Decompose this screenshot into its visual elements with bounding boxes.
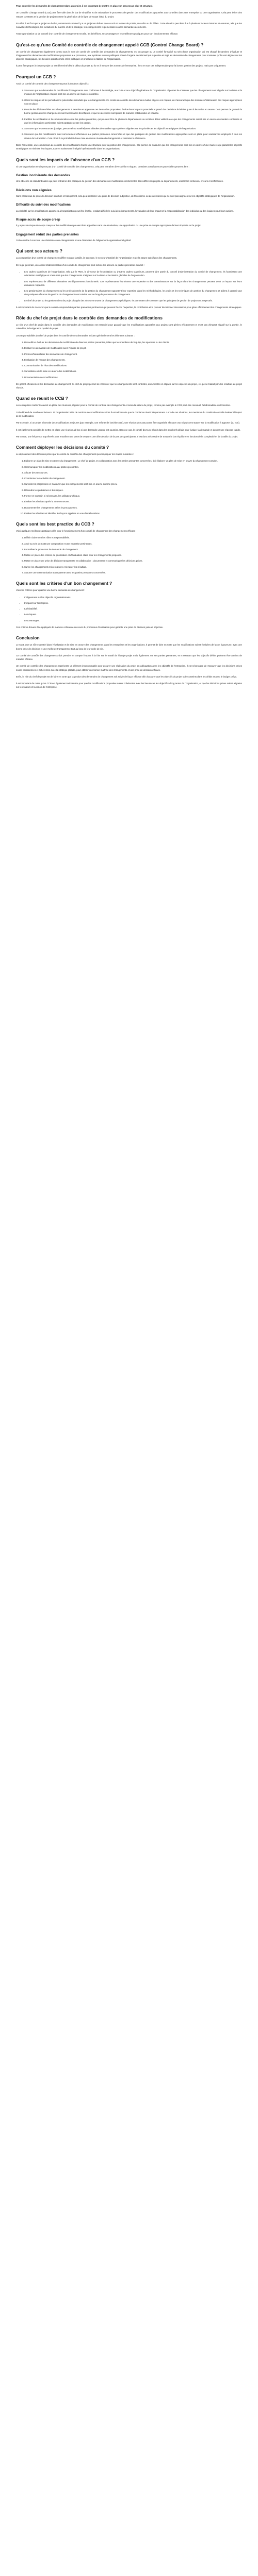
section-paragraph: En règle générale, un conseil d'administration d'un comité de changement peut inclure les acteurs ou parties prenantes suivant : bbox=[16, 263, 144, 266]
list-item: 2. Gérer les risques et les perturbations potentielles introduits par les changements. Ce comité de contrôle des demandes évalue et gère ces risques, en s'assurant que des mesures d'atténuation des risques appropriées sont en place. bbox=[24, 98, 242, 106]
list-item: 4. Évaluation de l'impact des changements. bbox=[24, 358, 242, 362]
section-conclusion bbox=[16, 635, 242, 689]
section-paragraph: Les entreprises mettent souvent en place ces réunions, régulier pour le comité de contrôle des changements et selon la nature du projet, comme par exemple le CCB peut être mensuel, hebdomadaire ou trimestriel. bbox=[16, 404, 231, 407]
list-item: • Les risques. bbox=[24, 613, 242, 616]
list-item: 5. S'assurer que les ressources (budget, personnel ou matériel) sont allouées de manière appropriée et alignées sur les priorités et les objectifs stratégiques de l'organisation. bbox=[24, 127, 242, 130]
section-paragraph: Les responsabilités du chef de projet dans le contrôle de ces demandes incluent généralement les éléments suivants : bbox=[16, 334, 135, 337]
list-item: 6. S'assurer que les modifications sont correctement effectuées aux parties prenantes concernées et que des pratiques de gestion des modifications appropriées sont en place pour soutenir les employés à tous les stades de la transition. Cela réduit à la probabilité d'une mise en œuvre réussie du changement et minimise la résistance. bbox=[24, 132, 242, 140]
subsection-heading: Difficulté du suivi des modifications bbox=[16, 203, 71, 207]
list-item: 4. Faciliter la coordination et la communication entre les parties prenantes, qui peuvent être de plusieurs départements ou sociétés. Elles veillent à ce que les changements soient mis en œuvre de manière cohérente et que les informations pertinentes soient partagées entre les parties. bbox=[24, 117, 242, 125]
list-item: 2. Évaluer les demandes de modification avec l'équipe de projet. bbox=[24, 346, 242, 350]
subsection-paragraph: Cela entraîne à son tour une résistance aux changements et une diminution de l'alignement organisationnel global. bbox=[16, 239, 132, 242]
list-item: 6. Suivre les changements mis en œuvre et évaluer les résultats. bbox=[24, 565, 242, 569]
intro-paragraph: En effet, il est fort que le projet ne évolue, notamment comme il y a un projet en dehors que ce soit en termes de portée, de coûts ou de délais. Cette situation peut être due à plusieurs facteurs internes et externes, tels que les nouvelles technologies, les évolutions du marché et de la stratégie, les changements réglementaires ou les demandes des clients. bbox=[16, 22, 242, 29]
intro-paragraph: Un Contrôle Change Board (CCB) peut être utile dans le but de simplifier et de rationaliser le processus de gestion des modifications apportées aux contrôles dans une entreprise ou une organisation. Cela peut éviter des retours constants et la gestion de projet comme la génération de la ligne de scope initial du projet. bbox=[16, 11, 242, 18]
numbered-list bbox=[16, 341, 242, 379]
subsection-paragraph: Sans processus de prise de décision structuré et transparent, cela peut entraîner une prise de décision subjective, de favoritisme ou des décisions qui ne sont pas alignées sur les objectifs stratégiques de l'organisation. bbox=[16, 195, 235, 198]
section-quels-sont-les-best-practice-du-ccb bbox=[16, 521, 242, 574]
numbered-list bbox=[16, 89, 242, 140]
list-item: 7. Assurer une communication transparente avec les parties prenantes concernées. bbox=[24, 571, 242, 574]
list-item: 5. Mettre en place une prise de décision transparente et collaborative ; documenter et communiquer les décisions prises. bbox=[24, 559, 242, 563]
list-item: 9. Documenter les changements et les leçons apprises. bbox=[24, 506, 242, 510]
list-item: 7. Former et soutenir, si nécessaire, les utilisateurs finaux. bbox=[24, 494, 242, 498]
list-item: 1. Recueillir et évaluer les demandes de modification de diverses parties prenantes, telles que les membres de l'équipe, les sponsors ou les clients. bbox=[24, 341, 242, 344]
list-item: • Les gestionnaires du changement ou les professionnels de la gestion du changement apportent leur expertise dans les méthodologies, les outils et les techniques de gestion du changement et aident à garantir que des pratiques efficaces de gestion du changement sont suivies tout au long du processus de changement. bbox=[24, 289, 242, 297]
section-role-du-chef-de-projet-dans-le-controle- bbox=[16, 315, 242, 389]
section-paragraph: Le CCB joue un rôle essentiel dans l'évaluation et la mise en œuvre des changements dans les entreprises et les organisations. Il permet de faire en sorte que les modifications soient évaluées de façon rigoureuse, avec une bonne prise de décision et une meilleure transparence tout au long de leur cycle de vie. bbox=[16, 643, 242, 650]
list-item: 2. Communiquer les modifications aux parties prenantes. bbox=[24, 465, 242, 469]
section-paragraph: Il est également possible de mettre en place une réunion ad hoc si une demande urgente est soumise. Dans ce cas, le comité devra se réunir dans les plus brefs délais pour évaluer la demande et donner une réponse rapide. bbox=[16, 428, 241, 431]
section-heading: Rôle du chef de projet dans le contrôle des demandes de modifications bbox=[16, 315, 163, 321]
intro-paragraph: Toute approbation ou de conseil d'un contrôle de changement est utile, les bénéfices, ses avantages et les meilleures pratiques pour son fonctionnement efficace. bbox=[16, 32, 179, 36]
list-item: 3. Prendre les décisions liées aux changements. Il examine et approuve ces demandes proposées, évalue leurs impacts potentiels et prend des décisions éclairées quant à leur mise en œuvre. Cela permet de garantir la bonne gestion que les changements sont nécessaires bénéfiques et que les décisions sont prises de manière collaborative et éclairée. bbox=[24, 108, 242, 115]
section-paragraph: En gérant efficacement les demandes de changement, le chef de projet permet de s'assurer que les changements sont contrôlés, documentés et alignés sur les objectifs du projet, ce qui se traduit par des résultats de projet réussis. bbox=[16, 382, 242, 389]
section-paragraph: Un comité de changement également connu sous le nom de comité de contrôle des demandes de changements, est un groupe ou un comité formalisé au sein d'une organisation qui est chargé d'examiner, d'évaluer et d'approuver les demandes de modifications proposées aux processus, aux systèmes ou aux politiques. Il sert d'organe décisionnel qui supervise et régit les demandes de changements pour s'assurer qu'ils sont alignés sur les objectifs stratégiques, les besoins opérationnels et les politiques et procédures établies de l'organisation. bbox=[16, 50, 242, 61]
bullet-list bbox=[16, 270, 242, 302]
list-item: • Les représentants de différents domaines ou départements fonctionnels. Ces représentants fournissent une expertise et des connaissances sur la façon dont les changements peuvent avoir un impact sur leurs domaines respectifs. bbox=[24, 280, 242, 287]
list-item: 10. Évaluer les résultats et identifier les leçons apprises en vue d'améliorations. bbox=[24, 512, 242, 515]
list-item: 5. Communication de l'état des modifications. bbox=[24, 364, 242, 367]
subsection-paragraph: La visibilité sur les modifications apportées à l'organisation peut être limitée, rendant difficile le suivi des changements, l'évaluation de leur impact et la responsabilisation des individus ou des équipes pour leurs actions. bbox=[16, 209, 234, 212]
section-paragraph: La composition d'un comité de changement diffère suivant la taille, la structure, le secteur d'activité de l'organisation et de la nature spécifique des changements. bbox=[16, 257, 178, 260]
section-quels-sont-les-criteres-d-un-bon-changem bbox=[16, 581, 242, 629]
list-item: 2. Avoir au sein du CCB une composition et une expertise pertinentes. bbox=[24, 542, 242, 546]
section-paragraph: Dans l'ensemble, une commission de contrôle des modifications fournit une structure pour la gestion des changements. Elle permet de s'assurer que les changements sont mis en œuvre d'une manière qui garantit les objectifs stratégiques et minimise les risques, tout en maintenant l'intégrité opérationnelle dans les organisations. bbox=[16, 144, 242, 150]
section-heading: Pourquoi un CCB ? bbox=[16, 74, 56, 79]
section-paragraph: Il est important de noter qu'un CCB est également nécessaire pour que les modifications proposées soient cohérentes avec les besoins et les objectifs à long terme de l'organisation, et que les décisions prises soient alignées sur les valeurs et la vision de l'entreprise. bbox=[16, 682, 242, 689]
section-paragraph: Voici quelques meilleures pratiques clés pour le fonctionnement d'un comité de changement des changements efficace : bbox=[16, 530, 137, 533]
section-paragraph: Le rôle d'un chef de projet dans le contrôle des demandes de modification est essentiel pour garantir que les modifications apportées aux projets sont gérées efficacement et n'ont pas d'impact négatif sur la portée, le calendrier, le budget et la qualité du projet. bbox=[16, 324, 242, 330]
subsection-heading: Engagement réduit des parties prenantes bbox=[16, 232, 79, 236]
list-item: • L'impact sur l'entreprise. bbox=[24, 601, 242, 605]
intro-paragraph: Pour contrôler les demandes de changement dans un projet, il est important de mettre en place un processus clair et structuré. bbox=[16, 5, 153, 7]
section-quand-se-reunit-le-ccb bbox=[16, 396, 242, 438]
section-pourquoi-un-ccb bbox=[16, 74, 242, 151]
list-item: 4. Mettre en place des critères de priorisation et d'évaluation clairs pour les changements proposés. bbox=[24, 553, 242, 557]
subsection-paragraph: Une absence de standardisation qui peut entraîner des pratiques de gestion des demandes de modification incohérentes dans différents projets ou départements, entraînant confusion, erreurs et inefficacités. bbox=[16, 180, 224, 183]
section-paragraph: Avoir un comité de contrôle des changements peut à plusieurs objectifs : bbox=[16, 82, 89, 85]
section-paragraph: Cela dépend de nombreux facteurs. Si l'organisation initie de nombreuses modifications alors il est nécessaire que le comité se réunit fréquemment. Lors de ces réunions, les membres du comité de contrôle évaluent l'impact de la modification. bbox=[16, 411, 242, 417]
list-item: • L'alignement sur les objectifs organisationnels. bbox=[24, 596, 242, 599]
section-paragraph: Par contre, une fréquence trop élevée peut entraîner une perte de temps et une démotivation de la part des participants. Il est donc nécessaire de trouver le bon équilibre en fonction de la complexité et de la taille du projet. bbox=[16, 435, 238, 438]
section-heading: Qui sont ses acteurs ? bbox=[16, 248, 62, 254]
section-heading: Quels sont les critères d'un bon changement ? bbox=[16, 581, 112, 586]
section-paragraph: Il est important de s'assurer que le comité comprend des parties prenantes pertinentes qui peuvent fournir l'expertise, la contribution et le pouvoir décisionnel nécessaires pour gérer efficacement les changements stratégiques. bbox=[16, 306, 242, 309]
section-heading: Quels sont les impacts de l'absence d'un CCB ? bbox=[16, 157, 115, 162]
numbered-list bbox=[16, 536, 242, 574]
list-item: • Les avantages. bbox=[24, 619, 242, 622]
numbered-list bbox=[16, 459, 242, 515]
list-item: 1. Définir clairement les rôles et responsabilités. bbox=[24, 536, 242, 539]
list-item: 3. Prioriser/hiérarchiser des demandes de changement. bbox=[24, 352, 242, 356]
section-paragraph: Un comité de contrôle des changements représente un élément incontournable pour assurer une réalisation du projet en adéquation avec les objectifs de l'entreprise. Il est nécessaire de s'assurer que les décisions prises soient coordonnées et cohérentes avec la stratégie globale, pour obtenir une bonne maîtrise des changements et une prise de décision efficace. bbox=[16, 665, 242, 671]
section-heading: Conclusion bbox=[16, 635, 40, 641]
list-item: 6. Surveillance de la mise en œuvre des modifications. bbox=[24, 369, 242, 373]
list-item: • Les cadres supérieurs de l'organisation, tels que le PDG, le directeur de l'exploitation ou d'autres cadres supérieurs, peuvent faire partie du conseil d'administration du comité de changement. Ils fournissent une orientation stratégique et s'assurent que les changements s'alignent sur la vision et la mission globales de l'organisation. bbox=[24, 270, 242, 278]
section-heading: Comment déployer les décisions du comité ? bbox=[16, 445, 109, 450]
subsection-heading: Décisions non alignées bbox=[16, 188, 52, 192]
list-item: 7. Documentation des modifications. bbox=[24, 376, 242, 379]
section-paragraph: Ce comité de contrôle des changements doit prendre en compte l'impact à la fois sur le travail de l'équipe projet mais également sur ses parties prenantes, en s'assurant que les objectifs définis puissent être atteints de manière efficace. bbox=[16, 654, 242, 661]
section-paragraph: Par exemple, si un projet nécessite des modifications majeures (par exemple, une refonte de l'architecture), une réunion du CCB pourra être organisée afin que ceux-ci puissent statuer sur la modification à apporter (ou non). bbox=[16, 421, 240, 425]
section-paragraph: Enfin, le rôle du chef de projet est de faire en sorte que la gestion des demandes de changement soit suivie de façon efficace afin d'assurer que les objectifs du projet soient atteints dans les délais et avec le budget prévu. bbox=[16, 675, 237, 678]
section-paragraph: Il peut être propre à chaque projet ou est déterminé dès le début du projet au fur et à mesure des normes de l'entreprise. Il est en tout cas indispensable pour la bonne gestion des projets, mais pas uniquement. bbox=[16, 64, 227, 67]
list-item: 5. Surveiller la progression et s'assurer que les changements sont mis en œuvre comme prévu. bbox=[24, 482, 242, 486]
section-qui-sont-ses-acteurs bbox=[16, 248, 242, 309]
section-paragraph: Si une organisation ne dispose pas d'un comité de contrôle des changements, cela peut entraîner divers défis et risques. Certaines conséquences potentielles peuvent être : bbox=[16, 165, 189, 168]
section-heading: Qu'est-ce qu'une Comité de contrôle de changement appelé CCB (Control Change Board) ? bbox=[16, 42, 204, 47]
section-paragraph: Le déploiement des décisions prises par le comité de contrôle des changements peut impliquer les étapes suivantes : bbox=[16, 453, 134, 456]
section-qu-est-ce-qu-une-comite-de-controle-de-c bbox=[16, 42, 242, 68]
section-paragraph: Ces critères doivent être appliqués de manière cohérente au cours du processus d'évaluation pour garantir une prise de décision juste et objective. bbox=[16, 625, 164, 629]
list-item: • Le chef de projet ou les gestionnaires de projet chargés des mises en œuvre de changements spécifiques. Ils permettent de s'assurer que les principes de gestion de projet sont respectés. bbox=[24, 299, 242, 302]
article bbox=[16, 0, 242, 698]
list-item: 1. Élaborer un plan de mise en œuvre du changement : Le chef de projet, en collaboration avec les parties prenantes concernées, doit élaborer un plan de mise en œuvre du changement complet. bbox=[24, 459, 242, 463]
section-paragraph: Voici les critères pour qualifier une bonne demande de changement : bbox=[16, 589, 85, 592]
list-item: 8. Évaluer les résultats après la mise en œuvre. bbox=[24, 500, 242, 503]
section-comment-deployer-les-decisions-du-comite bbox=[16, 445, 242, 515]
list-item: • La faisabilité. bbox=[24, 607, 242, 611]
subsection-heading: Risque accru de scope creep bbox=[16, 217, 60, 222]
list-item: 6. Résoudre les problèmes et les risques. bbox=[24, 488, 242, 492]
bullet-list bbox=[16, 596, 242, 622]
subsection-paragraph: Il y a plus de risque de scope creep car les modifications peuvent être apportées sans une évaluation, une approbation ou une prise en compte appropriée de leurs impacts sur le projet. bbox=[16, 224, 201, 227]
list-item: 3. Formaliser le processus de demande de changement. bbox=[24, 548, 242, 551]
subsection-heading: Gestion incohérente des demandes bbox=[16, 173, 70, 177]
list-item: 1. S'assurer que les demandes de modification/changements sont conformes à la stratégie, aux buts et aux objectifs généraux de l'organisation. Il permet de s'assurer que les changements sont alignés sur la vision et la mission de l'organisation et qu'ils sont mis en œuvre de manière contrôlée. bbox=[24, 89, 242, 96]
list-item: 4. Coordonner les activités du changement. bbox=[24, 477, 242, 480]
list-item: 3. Allouer des ressources. bbox=[24, 471, 242, 474]
section-heading: Quand se réunit le CCB ? bbox=[16, 396, 68, 401]
section-heading: Quels sont les best practice du CCB ? bbox=[16, 521, 94, 527]
section-quels-sont-les-impacts-de-l-absence-d-un bbox=[16, 157, 242, 243]
